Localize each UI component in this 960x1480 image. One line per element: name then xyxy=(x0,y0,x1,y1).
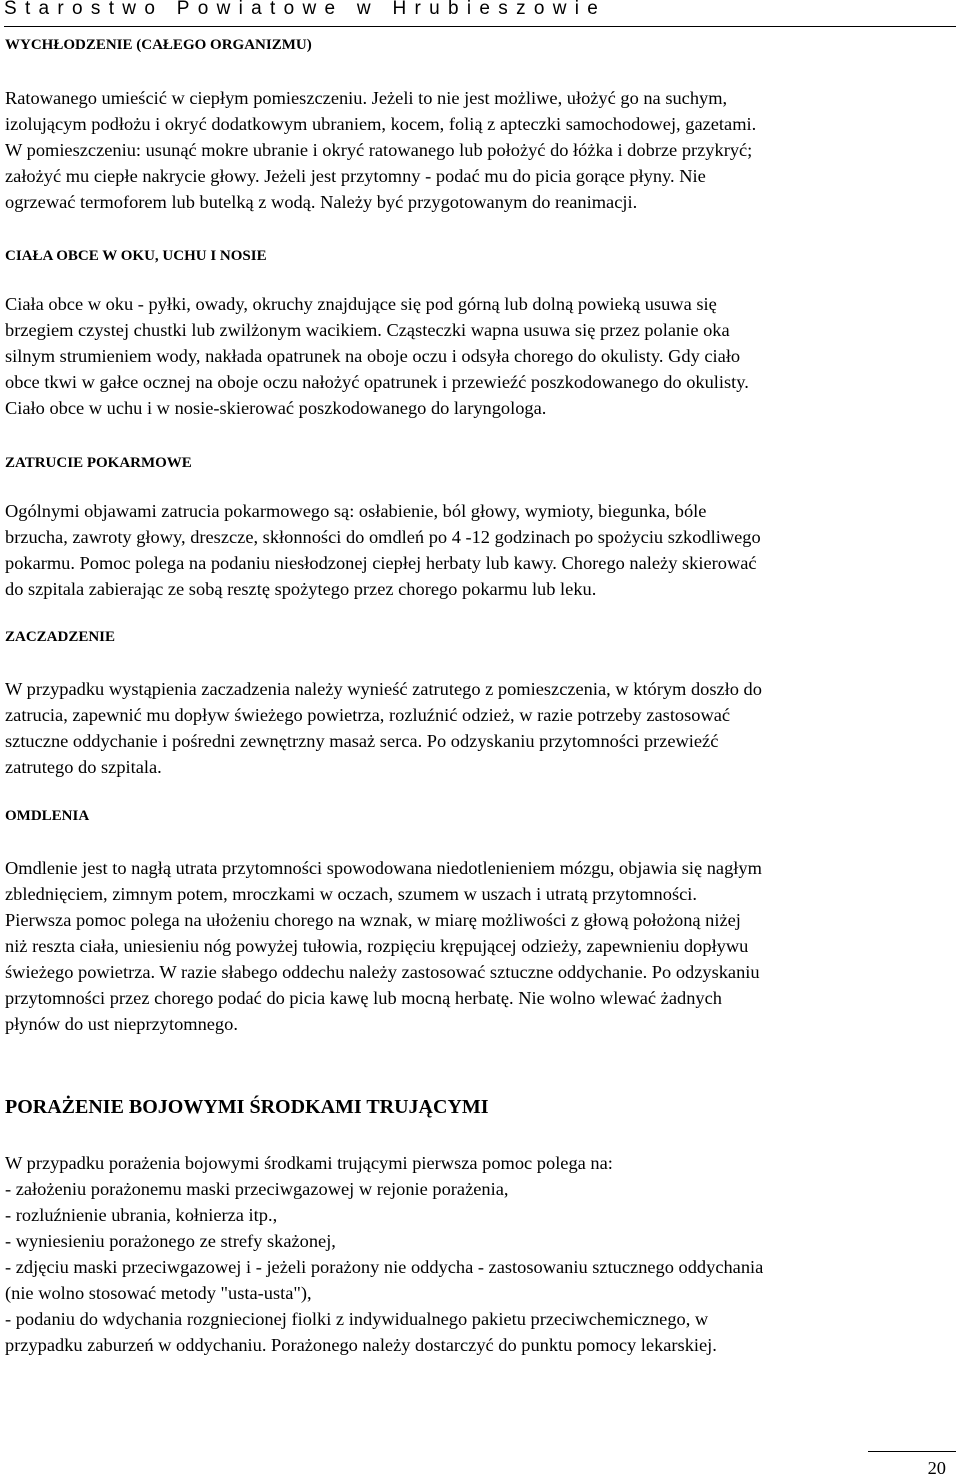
text-line: Ciała obce w oku - pyłki, owady, okruchy znajdujące się pod górną lub dolną powieką usuwa się xyxy=(5,294,717,314)
list-item: przypadku zaburzeń w oddychaniu. Porażonego należy dostarczyć do punktu pomocy lekarskiej. xyxy=(5,1335,717,1355)
footer-rule xyxy=(868,1451,956,1452)
section-body-wychlodzenie xyxy=(5,85,957,215)
list-item: (nie wolno stosować metody "usta-usta"), xyxy=(5,1283,312,1303)
section-heading-porazenie: PORAŻENIE BOJOWYMI ŚRODKAMI TRUJĄCYMI xyxy=(5,1096,489,1118)
list-item: - podaniu do wdychania rozgniecionej fiolki z indywidualnego pakietu przeciwchemicznego, w xyxy=(5,1309,709,1329)
text-line: zblednięciem, zimnym potem, mroczkami w oczach, szumem w uszach i utratą przytomności. xyxy=(5,884,697,904)
section-body-omdlenia xyxy=(5,855,957,1037)
list-item: - zdjęciu maski przeciwgazowej i - jeżeli porażony nie oddycha - zastosowaniu sztucznego oddychania xyxy=(5,1257,764,1277)
section-heading-zatrucie: ZATRUCIE POKARMOWE xyxy=(5,455,192,471)
section-body-ciala-obce xyxy=(5,291,957,421)
section-heading-omdlenia: OMDLENIA xyxy=(5,808,90,824)
section-body-zatrucie xyxy=(5,498,957,602)
text-line: założyć mu ciepłe nakrycie głowy. Jeżeli jest przytomny - podać mu do picia gorące płyny. Nie xyxy=(5,166,706,186)
list-item: - wyniesieniu porażonego ze strefy skażonej, xyxy=(5,1231,336,1251)
text-line: W przypadku wystąpienia zaczadzenia należy wynieść zatrutego z pomieszczenia, w którym doszło do xyxy=(5,679,762,699)
list-item: - założeniu porażonemu maski przeciwgazowej w rejonie porażenia, xyxy=(5,1179,509,1199)
text-line: Pierwsza pomoc polega na ułożeniu chorego na wznak, w miarę możliwości z głową położoną niżej xyxy=(5,910,741,930)
text-line: do szpitala zabierając ze sobą resztę spożytego przez chorego pokarmu lub leku. xyxy=(5,579,597,599)
section-body-porazenie xyxy=(5,1150,957,1358)
text-line: pokarmu. Pomoc polega na podaniu niesłodzonej ciepłej herbaty lub kawy. Chorego należy skierować xyxy=(5,553,757,573)
section-body-zaczadzenie xyxy=(5,676,957,780)
header-rule xyxy=(4,26,956,27)
text-line: świeżego powietrza. W razie słabego oddechu należy zastosować sztuczne oddychanie. Po odzyskaniu xyxy=(5,962,760,982)
text-line: Ogólnymi objawami zatrucia pokarmowego są: osłabienie, ból głowy, wymioty, biegunka, bóle xyxy=(5,501,707,521)
text-line: W przypadku porażenia bojowymi środkami trującymi pierwsza pomoc polega na: xyxy=(5,1153,613,1173)
text-line: płynów do ust nieprzytomnego. xyxy=(5,1014,238,1034)
section-heading-wychlodzenie: WYCHŁODZENIE (CAŁEGO ORGANIZMU) xyxy=(5,37,312,53)
text-line: zatrucia, zapewnić mu dopływ świeżego powietrza, rozluźnić odzież, w razie potrzeby zastosować xyxy=(5,705,731,725)
text-line: zatrutego do szpitala. xyxy=(5,757,162,777)
text-line: niż reszta ciała, uniesieniu nóg powyżej tułowia, rozpięciu krępującej odzieży, zapewnieniu dopływu xyxy=(5,936,749,956)
text-line: Ratowanego umieścić w ciepłym pomieszczeniu. Jeżeli to nie jest możliwe, ułożyć go na suchym, xyxy=(5,88,728,108)
text-line: izolującym podłożu i okryć dodatkowym ubraniem, kocem, folią z apteczki samochodowej, gazetami. xyxy=(5,114,757,134)
text-line: Omdlenie jest to nagłą utrata przytomności spowodowana niedotlenieniem mózgu, objawia się nagłym xyxy=(5,858,762,878)
section-heading-zaczadzenie: ZACZADZENIE xyxy=(5,629,116,645)
page-number: 20 xyxy=(927,1458,946,1478)
text-line: sztuczne oddychanie i pośredni zewnętrzny masaż serca. Po odzyskaniu przytomności przewieźć xyxy=(5,731,719,751)
text-line: brzucha, zawroty głowy, dreszcze, skłonności do omdleń po 4 -12 godzinach po spożyciu szkodliwego xyxy=(5,527,761,547)
text-line: Ciało obce w uchu i w nosie-skierować poszkodowanego do laryngologa. xyxy=(5,398,547,418)
text-line: W pomieszczeniu: usunąć mokre ubranie i okryć ratowanego lub położyć do łóżka i dobrze przykryć; xyxy=(5,140,753,160)
text-line: silnym strumieniem wody, nakłada opatrunek na oboje oczu i odsyła chorego do okulisty. Gdy ciało xyxy=(5,346,741,366)
text-line: ogrzewać termoforem lub butelką z wodą. Należy być przygotowanym do reanimacji. xyxy=(5,192,638,212)
text-line: przytomności przez chorego podać do picia kawę lub mocną herbatę. Nie wolno wlewać żadnych xyxy=(5,988,722,1008)
section-heading-ciala-obce: CIAŁA OBCE W OKU, UCHU I NOSIE xyxy=(5,248,267,264)
running-header: Starostwo Powiatowe w Hrubieszowie xyxy=(4,0,607,19)
text-line: obce tkwi w gałce ocznej na oboje oczu nałożyć opatrunek i przewieźć poszkodowanego do okulisty. xyxy=(5,372,749,392)
text-line: brzegiem czystej chustki lub zwilżonym wacikiem. Cząsteczki wapna usuwa się przez polanie oka xyxy=(5,320,730,340)
list-item: - rozluźnienie ubrania, kołnierza itp., xyxy=(5,1205,278,1225)
